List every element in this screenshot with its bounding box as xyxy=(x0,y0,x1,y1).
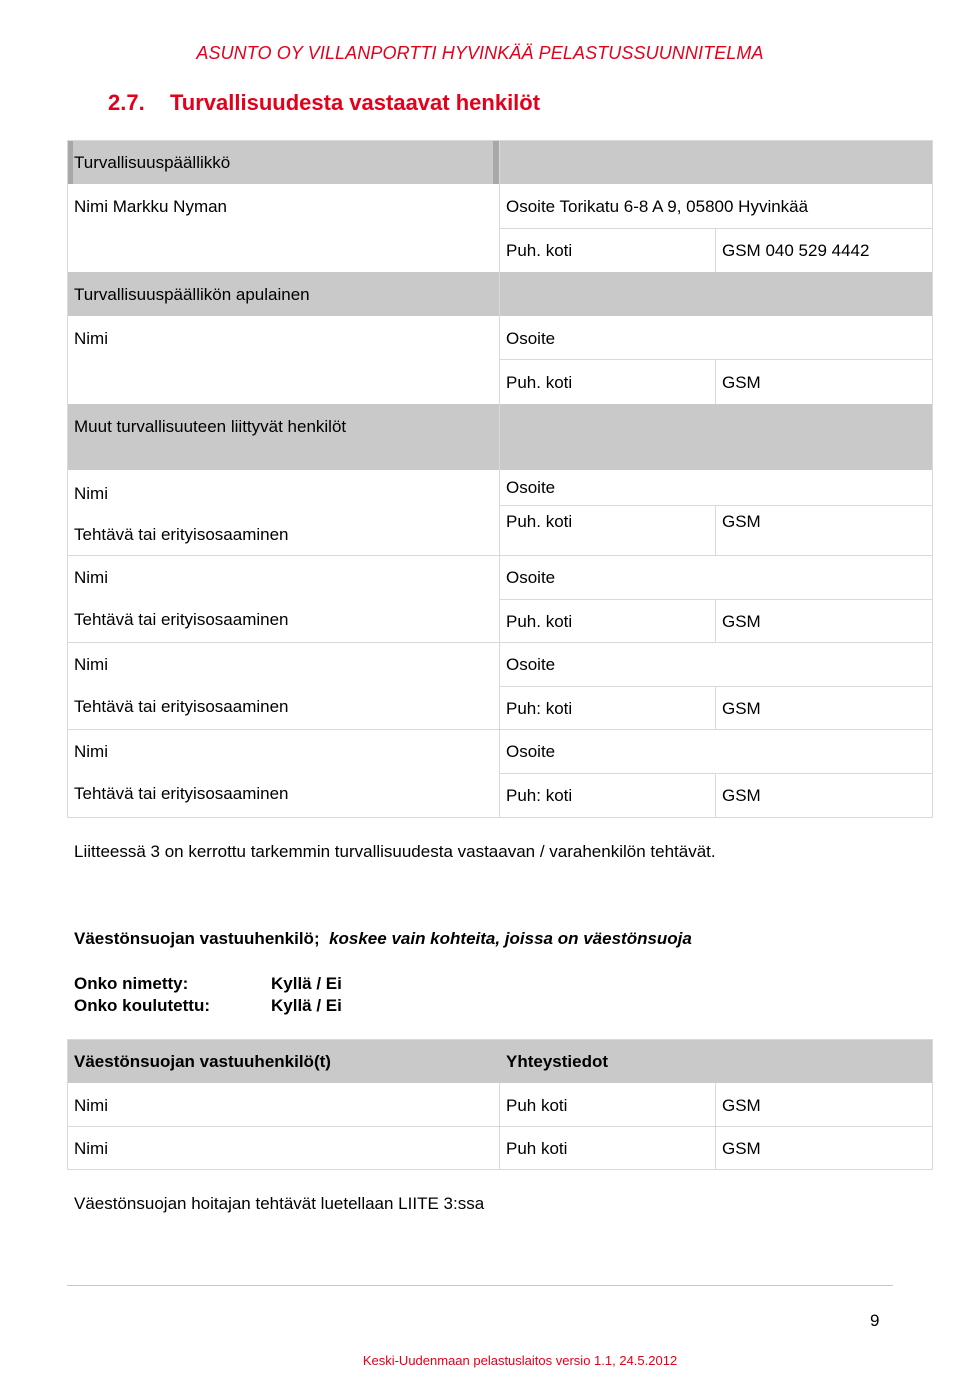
rule xyxy=(715,773,716,818)
deputy-name: Nimi xyxy=(74,329,108,348)
other-gsm: GSM xyxy=(722,699,761,718)
chief-address: Osoite Torikatu 6-8 A 9, 05800 Hyvinkää xyxy=(506,197,809,216)
rule xyxy=(499,686,933,687)
other-address: Osoite xyxy=(506,655,556,674)
shelter-heading: Väestönsuojan vastuuhenkilö; xyxy=(74,929,320,948)
shelter-tasks-note: Väestönsuojan hoitajan tehtävät luetellaan LIITE 3:ssa xyxy=(74,1194,485,1213)
others-heading: Muut turvallisuuteen liittyvät henkilöt xyxy=(74,417,347,436)
deputy-phone-home: Puh. koti xyxy=(506,373,573,392)
page-number: 9 xyxy=(870,1311,880,1330)
other-role: Tehtävä tai erityisosaaminen xyxy=(74,784,289,803)
rule xyxy=(499,505,933,506)
named-label: Onko nimetty: xyxy=(74,974,189,993)
rule xyxy=(67,1126,933,1127)
rule xyxy=(67,642,933,643)
other-name: Nimi xyxy=(74,655,108,674)
rule xyxy=(67,729,933,730)
shelter-person-gsm: GSM xyxy=(722,1139,761,1158)
footer-text: Keski-Uudenmaan pelastuslaitos versio 1.1, 24.5.2012 xyxy=(362,1353,678,1368)
appendix-note: Liitteessä 3 on kerrottu tarkemmin turvallisuudesta vastaavan / varahenkilön tehtävät. xyxy=(74,842,716,861)
deputy-gsm: GSM xyxy=(722,373,761,392)
section-title: Turvallisuudesta vastaavat henkilöt xyxy=(170,90,541,115)
other-address: Osoite xyxy=(506,478,556,497)
other-phone-home: Puh. koti xyxy=(506,612,573,631)
chief-gsm: GSM 040 529 4442 xyxy=(722,241,870,260)
shelter-person-phone: Puh koti xyxy=(506,1139,568,1158)
shelter-person-name: Nimi xyxy=(74,1096,108,1115)
other-name: Nimi xyxy=(74,742,108,761)
other-gsm: GSM xyxy=(722,512,761,531)
rule xyxy=(715,599,716,642)
deputy-address: Osoite xyxy=(506,329,556,348)
shelter-heading-line xyxy=(74,929,692,949)
table1-col-divider xyxy=(499,140,500,818)
trained-value: Kyllä / Ei xyxy=(271,996,342,1015)
table2-persons-heading: Väestönsuojan vastuuhenkilö(t) xyxy=(74,1052,331,1071)
named-value: Kyllä / Ei xyxy=(271,974,342,993)
rule xyxy=(499,228,933,229)
chief-heading: Turvallisuuspäällikkö xyxy=(74,153,231,172)
other-role: Tehtävä tai erityisosaaminen xyxy=(74,525,289,544)
section-number: 2.7. xyxy=(108,90,145,115)
other-role: Tehtävä tai erityisosaaminen xyxy=(74,610,289,629)
shelter-person-phone: Puh koti xyxy=(506,1096,568,1115)
rule xyxy=(499,599,933,600)
chief-phone-home: Puh. koti xyxy=(506,241,573,260)
footer-divider xyxy=(67,1285,893,1286)
other-gsm: GSM xyxy=(722,786,761,805)
rule xyxy=(715,686,716,729)
other-name: Nimi xyxy=(74,568,108,587)
other-gsm: GSM xyxy=(722,612,761,631)
shelter-person-gsm: GSM xyxy=(722,1096,761,1115)
shelter-heading-note: koskee vain kohteita, joissa on väestönsuoja xyxy=(329,929,692,948)
deputy-heading: Turvallisuuspäällikön apulainen xyxy=(74,285,310,304)
rule xyxy=(499,359,933,360)
other-name: Nimi xyxy=(74,484,108,503)
shelter-person-name: Nimi xyxy=(74,1139,108,1158)
other-phone-home: Puh. koti xyxy=(506,512,573,531)
table2-contacts-heading: Yhteystiedot xyxy=(506,1052,609,1071)
chief-name: Nimi Markku Nyman xyxy=(74,197,228,216)
other-phone-home: Puh: koti xyxy=(506,699,573,718)
other-address: Osoite xyxy=(506,568,556,587)
document-header-title: ASUNTO OY VILLANPORTTI HYVINKÄÄ PELASTUSSUUNNITELMA xyxy=(196,43,764,63)
trained-label: Onko koulutettu: xyxy=(74,996,210,1015)
rule xyxy=(499,773,933,774)
other-role: Tehtävä tai erityisosaaminen xyxy=(74,697,289,716)
rule xyxy=(67,555,933,556)
rule xyxy=(715,228,716,272)
rule xyxy=(715,359,716,404)
other-phone-home: Puh: koti xyxy=(506,786,573,805)
other-address: Osoite xyxy=(506,742,556,761)
section-heading xyxy=(108,90,540,116)
rule xyxy=(715,505,716,555)
